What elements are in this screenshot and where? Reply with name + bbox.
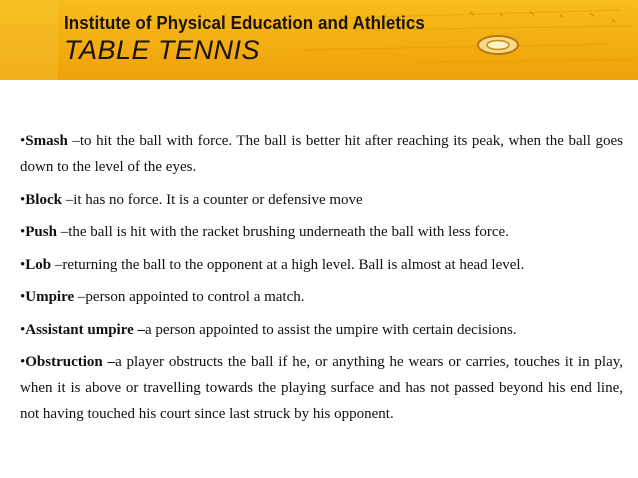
- term-lob: [20, 252, 623, 278]
- bullet: •: [20, 191, 26, 208]
- term-definition: a person appointed to assist the umpire with certain decisions.: [145, 321, 517, 338]
- table-tennis-ball-icon: [476, 34, 520, 56]
- term-definition: a player obstructs the ball if he, or anything he wears or carries, touches it in play, when it is above or travelling towards the playing surface and has not passed beyond his end line, not having touched his court since last struck by his opponent.: [20, 354, 623, 422]
- institute-title: Institute of Physical Education and Athletics: [64, 13, 425, 33]
- term-definition: –to hit the ball with force. The ball is better hit after reaching its peak, when the ball goes down to the level of the eyes.: [20, 133, 623, 175]
- term-smash: [20, 128, 623, 180]
- term-name: Obstruction –: [25, 354, 116, 370]
- term-name: Assistant umpire –: [25, 321, 146, 338]
- term-name: Block: [25, 191, 62, 208]
- bullet: •: [20, 256, 26, 273]
- course-title: TABLE TENNIS: [64, 35, 261, 65]
- bullet: •: [20, 224, 26, 240]
- bullet: •: [20, 354, 26, 370]
- terms-list: [20, 128, 623, 434]
- bullet: •: [20, 321, 26, 338]
- term-umpire: [20, 284, 623, 310]
- term-block: [20, 187, 623, 213]
- term-name: Lob: [25, 256, 52, 273]
- bullet: •: [20, 133, 26, 149]
- term-name: Smash: [25, 133, 68, 149]
- term-definition: –person appointed to control a match.: [74, 289, 305, 305]
- header-banner: [0, 0, 638, 80]
- term-name: Umpire: [25, 289, 75, 305]
- term-name: Push: [25, 224, 57, 240]
- term-definition: –the ball is hit with the racket brushing underneath the ball with less force.: [56, 224, 509, 240]
- bullet: •: [20, 289, 26, 305]
- term-obstruction: [20, 349, 623, 427]
- term-assistant-umpire: [20, 317, 623, 343]
- term-push: [20, 219, 623, 245]
- term-definition: –it has no force. It is a counter or defensive move: [61, 191, 363, 208]
- term-definition: –returning the ball to the opponent at a high level. Ball is almost at head level.: [51, 256, 525, 273]
